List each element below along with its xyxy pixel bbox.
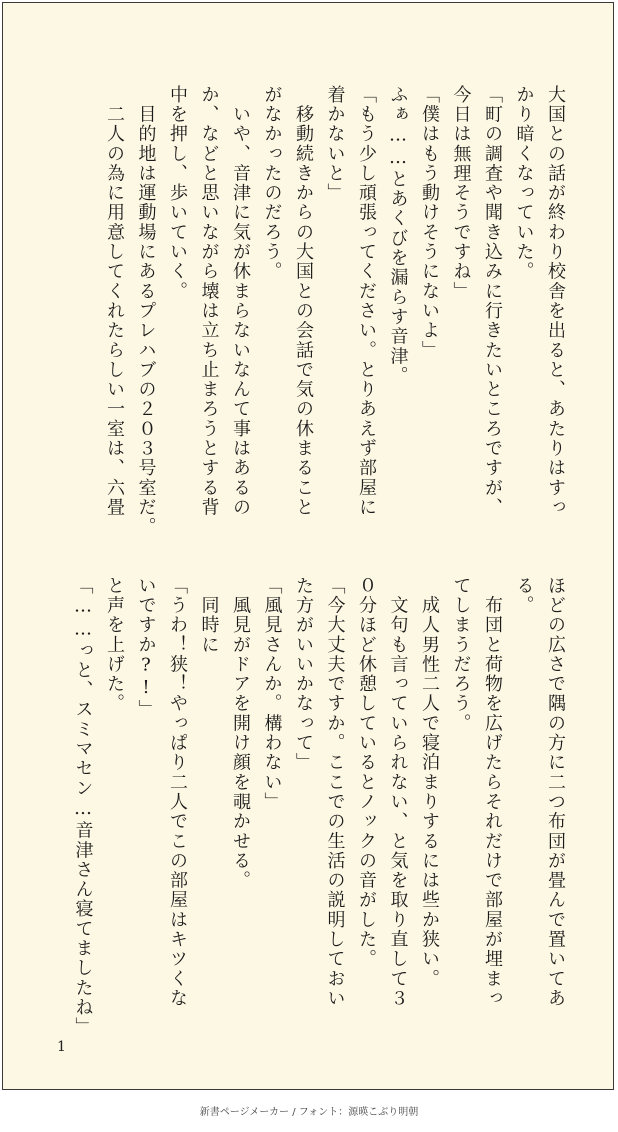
book-page bbox=[2, 2, 614, 1090]
text-column: 大国との話が終わり校舎を出ると、あたりはすっ bbox=[545, 85, 566, 518]
text-column: 着かないと」 bbox=[324, 85, 346, 203]
text-column: ほどの広さで隅の方に二つ布団が畳んで置いてあ bbox=[545, 576, 566, 1009]
text-column: がなかったのだろう。 bbox=[261, 85, 283, 282]
text-column: ふぁ……とあくびを漏らす音津。 bbox=[387, 85, 409, 386]
text-column: 風見がドアを開け顔を覗かせる。 bbox=[230, 576, 251, 891]
text-column: 目的地は運動場にあるプレハブの２０３号室だ。 bbox=[135, 85, 157, 537]
text-column: 二人の為に用意してくれたらしい一室は、六畳 bbox=[104, 85, 125, 518]
text-column: 「町の調査や聞き込みに行きたいところですが、 bbox=[482, 85, 503, 518]
text-column: 「もう少し頑張ってください。とりあえず部屋に bbox=[356, 85, 377, 518]
text-column: 移動続きからの大国との会話で気の休まること bbox=[293, 85, 314, 518]
text-column: る。 bbox=[513, 576, 535, 616]
text-column: ０分ほど休憩しているとノックの音がした。 bbox=[356, 576, 377, 969]
text-column: いや、音津に気が休まらないなんて事はあるの bbox=[230, 85, 251, 518]
text-column: た方がいいかなって」 bbox=[293, 576, 314, 773]
footer-credit: 新書ページメーカー / フォント：源暎こぶり明朝 bbox=[199, 1107, 419, 1118]
text-column: 同時に bbox=[198, 576, 220, 655]
text-column: 「うわ！狭！やっぱり二人でこの部屋はキツくな bbox=[167, 576, 188, 1009]
text-column: 布団と荷物を広げたらそれだけで部屋が埋まっ bbox=[482, 576, 503, 1009]
text-column: 「……っと、スミマセン…音津さん寝てましたね」 bbox=[72, 576, 94, 1037]
text-column: か、などと思いながら壊は立ち止まろうとする背 bbox=[198, 85, 220, 518]
text-column: 「僕はもう動けそうにないよ」 bbox=[419, 85, 440, 361]
text-column: 「今大丈夫ですか。ここでの生活の説明しておい bbox=[324, 576, 346, 1009]
text-column: てしまうだろう。 bbox=[450, 576, 472, 734]
text-column: 中を押し、歩いていく。 bbox=[167, 85, 188, 302]
text-column: と声を上げた。 bbox=[104, 576, 125, 714]
text-column: 成人男性二人で寝泊まりするには些か狭い。 bbox=[419, 576, 440, 989]
page-number: 1 bbox=[57, 1039, 66, 1055]
text-column: 「風見さんか。構わない」 bbox=[261, 576, 283, 812]
text-column: 今日は無理そうですね」 bbox=[450, 85, 472, 302]
text-column: 文句も言っていられない、と気を取り直して３ bbox=[387, 576, 409, 1009]
text-column: かり暗くなっていた。 bbox=[513, 85, 535, 282]
text-column: いですか?!」 bbox=[135, 576, 157, 720]
